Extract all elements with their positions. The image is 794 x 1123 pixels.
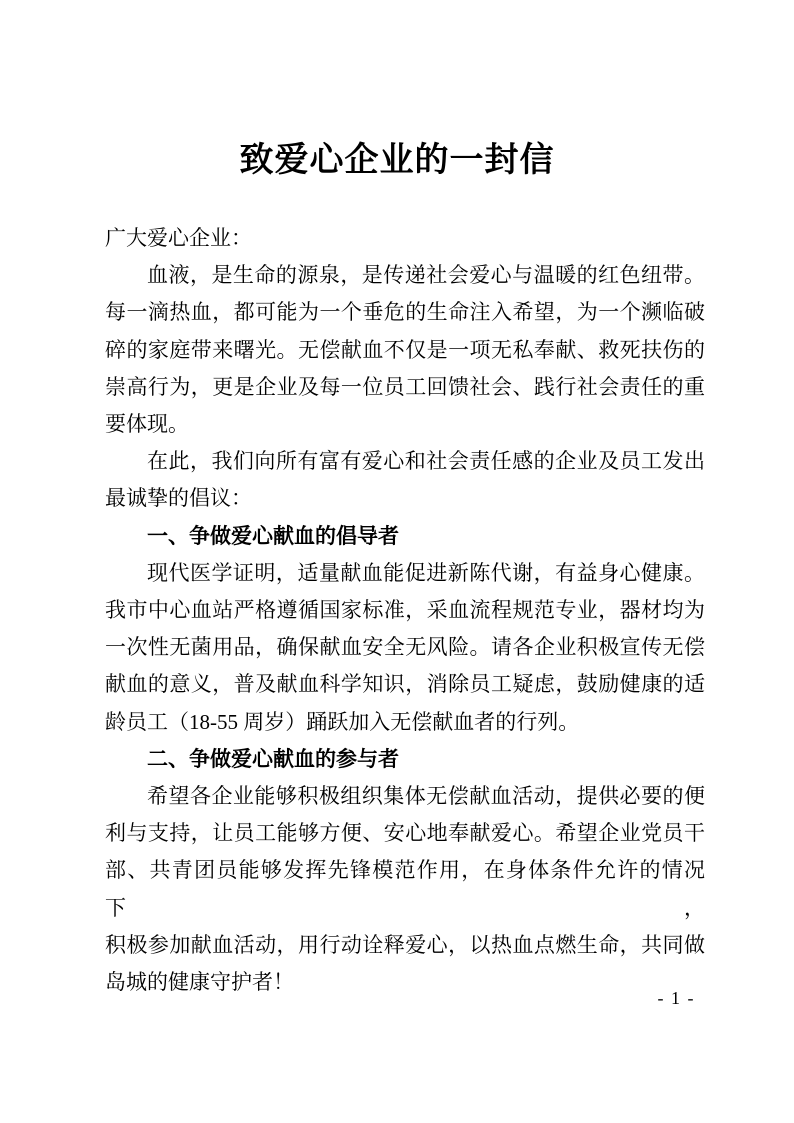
body-line: 血液，是生命的源泉，是传递社会爱心与温暖的红色纽带。: [147, 263, 705, 288]
document-title: 致爱心企业的一封信: [239, 142, 555, 179]
salutation: 广大爱心企业：: [105, 226, 252, 250]
body-line: 现代医学证明，适量献血能促进新陈代谢，有益身心健康。: [147, 560, 705, 585]
body-line: 部、共青团员能够发挥先锋模范作用，在身体条件允许的情况下，: [105, 858, 705, 920]
body-line: 最诚挚的倡议：: [105, 486, 252, 511]
body-line: 要体现。: [105, 412, 189, 437]
body-line: 在此，我们向所有富有爱心和社会责任感的企业及员工发出: [147, 449, 705, 474]
body-line: 积极参加献血活动，用行动诠释爱心，以热血点燃生命，共同做: [105, 932, 705, 957]
section-heading-one: 一、争做爱心献血的倡导者: [147, 524, 399, 548]
body-line: 我市中心血站严格遵循国家标准，采血流程规范专业，器材均为: [105, 598, 705, 623]
body-line: 碎的家庭带来曙光。无偿献血不仅是一项无私奉献、救死扶伤的: [105, 337, 705, 362]
body-line: 献血的意义，普及献血科学知识，消除员工疑虑，鼓励健康的适: [105, 672, 705, 697]
letter-body: [105, 220, 705, 1001]
body-line: 岛城的健康守护者！: [105, 970, 294, 995]
page-number: - 1 -: [657, 988, 695, 1008]
body-line: 崇高行为，更是企业及每一位员工回馈社会、践行社会责任的重: [105, 374, 705, 399]
body-line: 每一滴热血，都可能为一个垂危的生命注入希望，为一个濒临破: [105, 300, 705, 325]
body-line: 一次性无菌用品，确保献血安全无风险。请各企业积极宣传无偿: [105, 635, 705, 660]
body-line: 希望各企业能够积极组织集体无偿献血活动，提供必要的便: [147, 784, 705, 809]
section-heading-two: 二、争做爱心献血的参与者: [147, 747, 399, 771]
body-line: 龄员工（18-55 周岁）踊跃加入无偿献血者的行列。: [105, 709, 580, 734]
body-line: 利与支持，让员工能够方便、安心地奉献爱心。希望企业党员干: [105, 821, 705, 846]
